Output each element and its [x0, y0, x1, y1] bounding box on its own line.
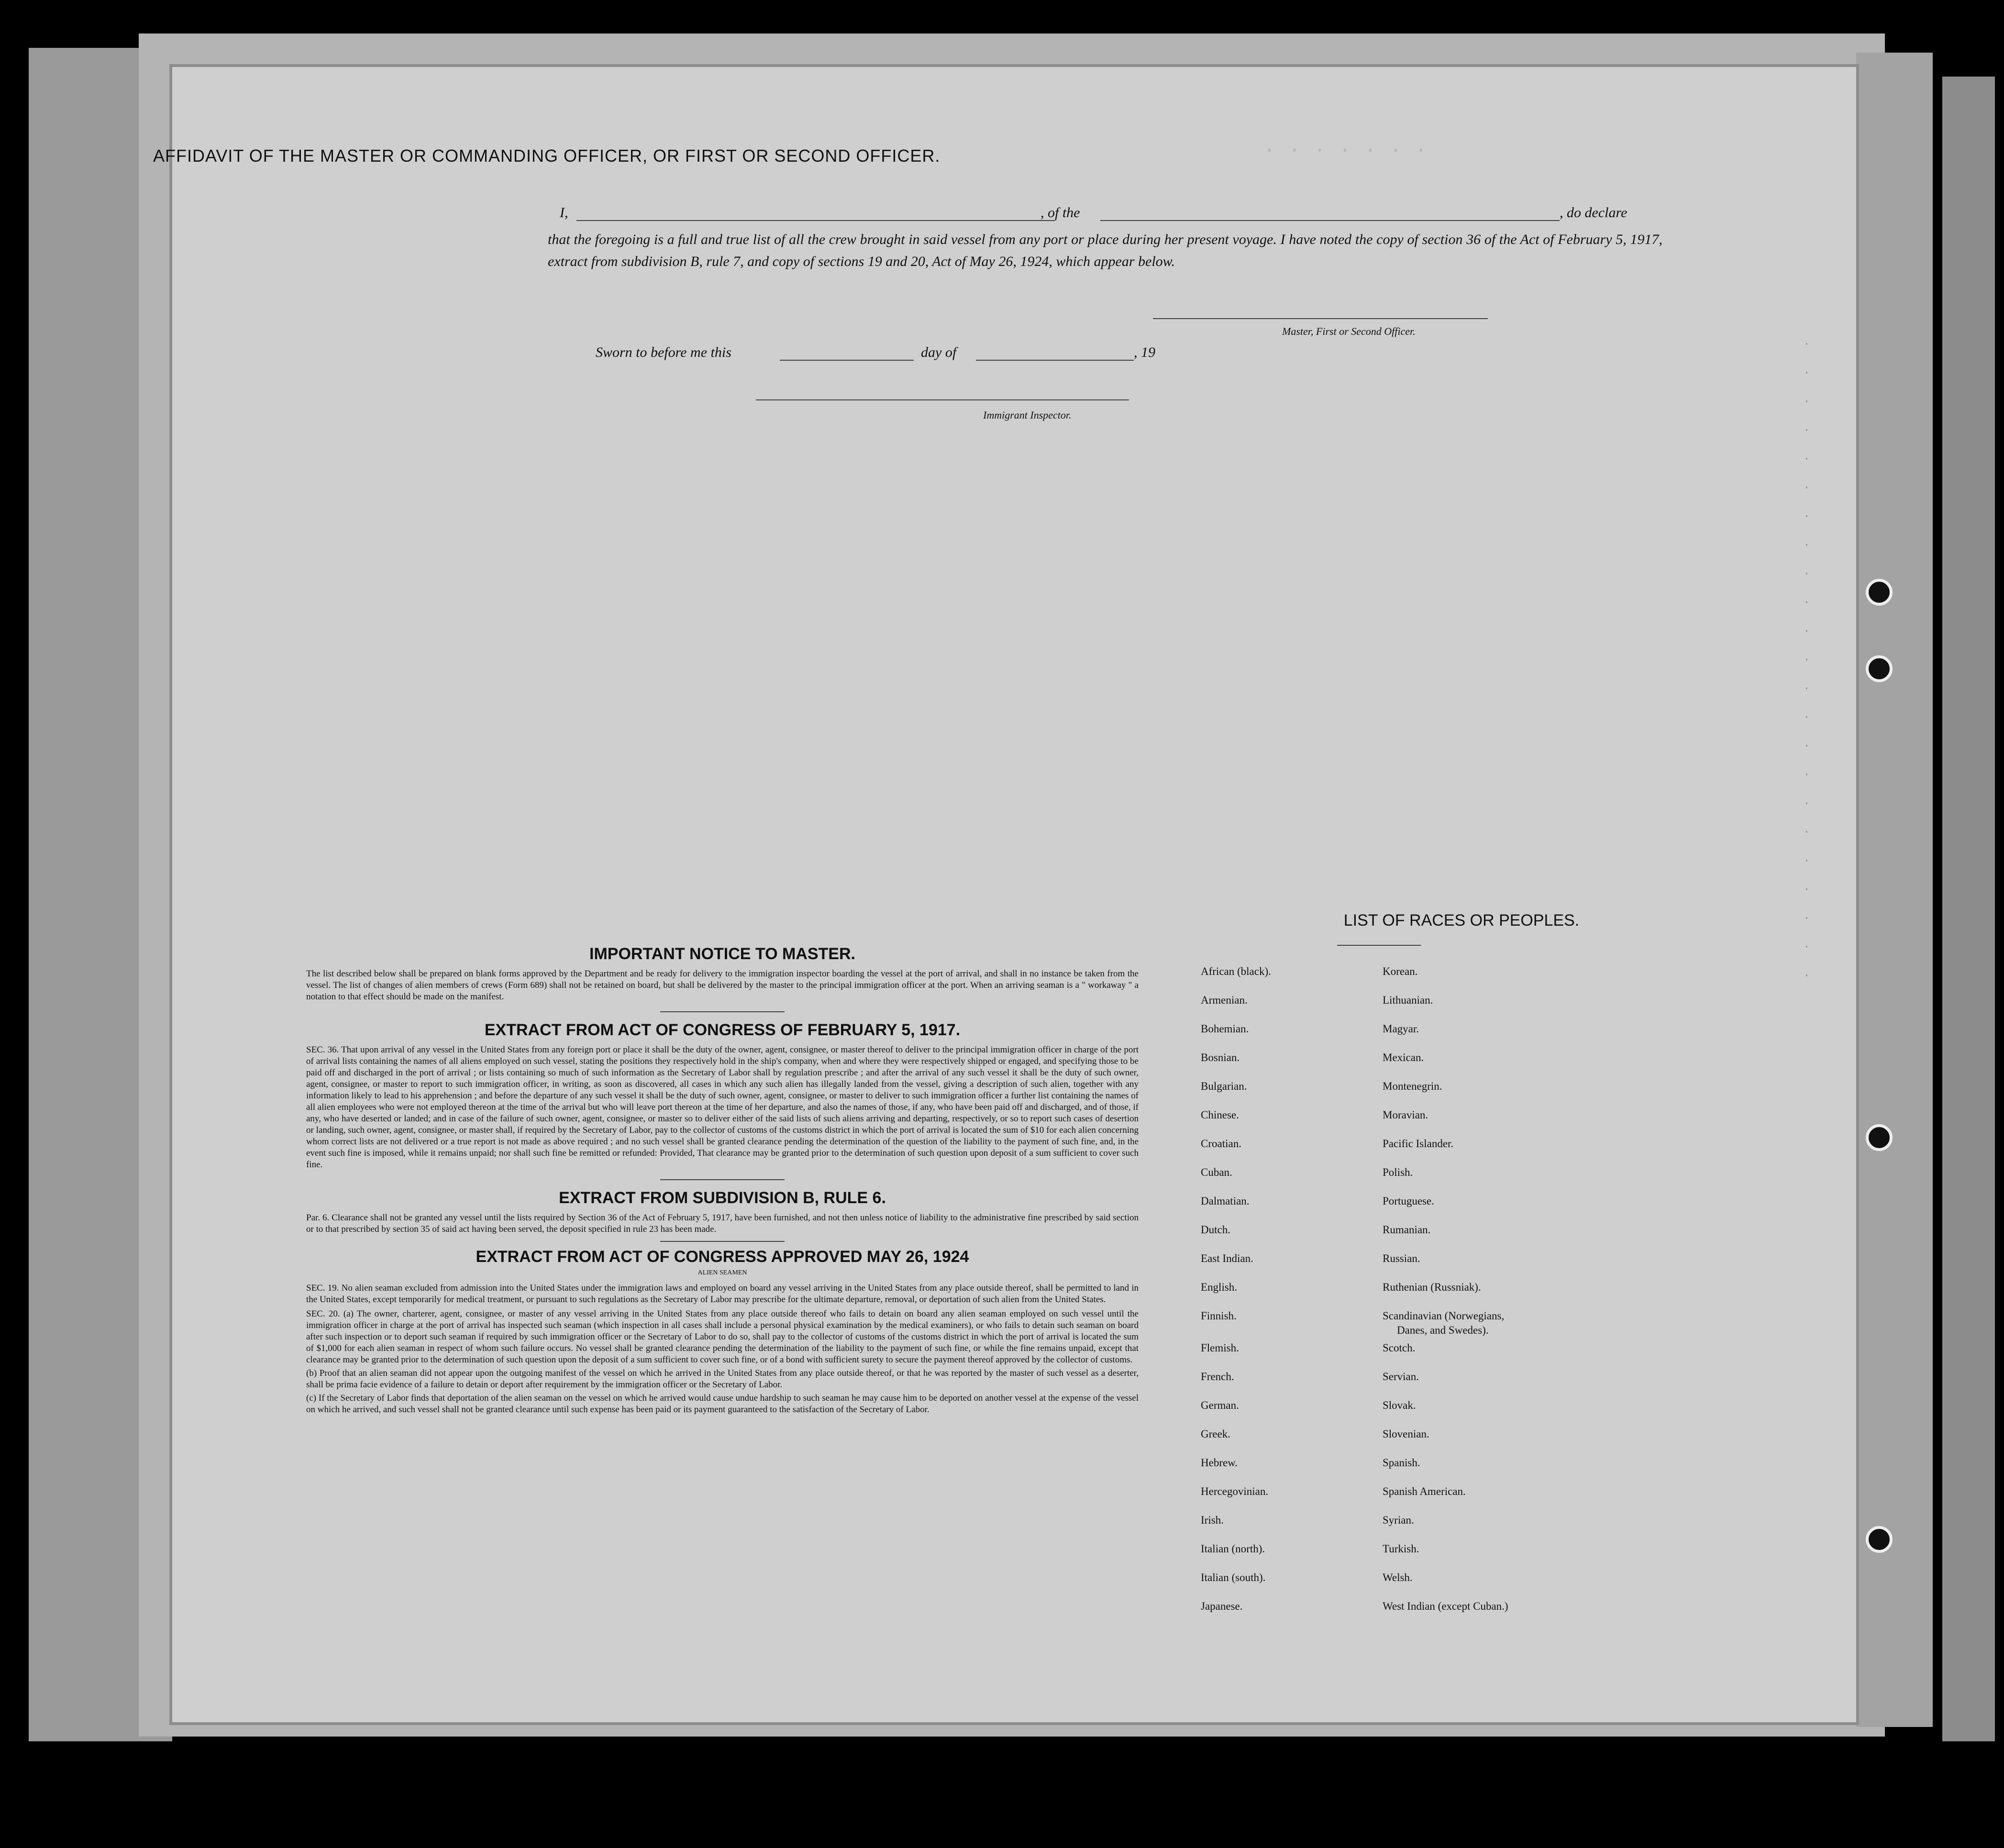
notice-text: The list described below shall be prepared on blank forms approved by the Department and be ready for delivery to the immigration inspector boarding the vessel at the port of arrival, and shall in no instance be taken from the vessel. The list of changes of alien members of crews (Form 689) shall not be retained on board, but shall be delivered by the master to the principal immigration officer at the port. When an arriving seaman is a " workaway " a notation to that effect should be made on the manifest. — [306, 969, 1139, 1002]
race-item: Rumanian. — [1383, 1224, 1431, 1236]
bleed-through-marks: · · · · · · · — [1263, 139, 1428, 163]
race-item: Portuguese. — [1383, 1195, 1434, 1207]
notice-title: IMPORTANT NOTICE TO MASTER. — [589, 945, 855, 963]
sec19-text: SEC. 19. No alien seaman excluded from admission into the United States under the immigration laws and employed on board any vessel arriving in the United States from any place outside thereof, shall be permitted to land in the United States, except temporarily for medical treatment, or pursuant to such regulations as the Secretary of Labor may prescribe for the ultimate departure, removal, or deportation of such alien from the United States. — [306, 1283, 1139, 1305]
race-item: Flemish. — [1201, 1342, 1239, 1354]
race-item: Servian. — [1383, 1371, 1419, 1383]
race-item: Magyar. — [1383, 1023, 1419, 1035]
extract-1917-text: SEC. 36. That upon arrival of any vessel in the United States from any foreign port or place it shall be the duty of the owner, agent, consignee, or master thereof to deliver to the principal immigration officer in charge of the port of arrival lists containing the names of all aliens employed on such vessel, stating the positions they respectively hold in the ship's company, when and where they were respectively shipped or engaged, and specifying those to be paid off and discharged in the port of arrival ; or lists containing so much of such information as the Secretary of Labor shall by regulation prescribe ; and after the arrival of any such vessel it shall be the duty of such owner, agent, consignee, or master to report to such immigration officer, in writing, as soon as discovered, all cases in which any such alien has illegally landed from the vessel, giving a description of such alien, together with any information likely to lead to his apprehension ; and before the departure of any such vessel it shall be the duty of such owner, agent, consignee, or master to deliver to such immigration officer a further list containing the names of all alien employees who were not employed thereon at the time of the arrival but who will leave port thereon at the time of her departure, and also the names of those, if any, who have been paid off and discharged, and of those, if any, who have deserted or landed; and in case of the failure of such owner, agent, consignee, or master so to deliver either of the said lists of such aliens arriving and departing, respectively, or so to report such cases of desertion or landing, such owner, agent, consignee, or master shall, if required by the Secretary of Labor, pay to the collector of customs of the customs district in which the port of arrival is located the sum of $10 for each alien concerning whom correct lists are not delivered or a true report is not made as above required ; and no such vessel shall be granted clearance pending the determination of the question of the liability to the payment of such fine, and, in the event such fine is imposed, while it remains unpaid; nor shall such fine be remitted or refunded: Provided, That clearance may be granted prior to the determination of such question upon deposit of a sum sufficient to cover such fine. — [306, 1045, 1139, 1170]
binder-hole — [1866, 655, 1893, 682]
legal-notices — [306, 945, 1139, 1416]
inspector-label: Immigrant Inspector. — [983, 409, 1072, 421]
affidavit-i: I, — [560, 205, 568, 221]
affidavit-body: that the foregoing is a full and true list of all the crew brought in said vessel from any port or place during her present voyage. I have noted the copy of section 36 of the Act of February 5, 1917, extract from subdivision B, rule 7, and copy of sections 19 and 20, Act of May 26, 1924, which appear below. — [548, 232, 1662, 269]
signature-line — [1153, 318, 1488, 319]
race-item: African (black). — [1201, 965, 1271, 977]
rule6-text: Par. 6. Clearance shall not be granted any vessel until the lists required by Section 36 of the Act of February 5, 1917, have been furnished, and not then unless notice of liability to the administrative fine prescribed by said section or to that prescribed by section 35 of said act having been served, the deposit specified in rule 23 has been made. — [306, 1213, 1139, 1234]
race-item: Bulgarian. — [1201, 1080, 1247, 1092]
extract-1917-title: EXTRACT FROM ACT OF CONGRESS OF FEBRUARY 5, 1917. — [484, 1021, 961, 1039]
race-item: French. — [1201, 1371, 1234, 1383]
section-divider — [660, 1011, 785, 1012]
back-sheet-far-right — [1942, 77, 1995, 1741]
race-item: Finnish. — [1201, 1310, 1237, 1322]
margin-row-marks: · · · · · · · · · · · · · · · · · · · · · · · — [1804, 338, 1810, 982]
race-item: Armenian. — [1201, 994, 1248, 1006]
binder-hole — [1866, 579, 1893, 606]
race-item: Irish. — [1201, 1514, 1224, 1526]
race-item: East Indian. — [1201, 1252, 1253, 1264]
race-item: Italian (north). — [1201, 1543, 1265, 1555]
race-item: German. — [1201, 1399, 1239, 1411]
race-item: Danes, and Swedes). — [1397, 1324, 1489, 1336]
name-blank — [576, 220, 1055, 221]
race-item: Bohemian. — [1201, 1023, 1249, 1035]
rule6-title: EXTRACT FROM SUBDIVISION B, RULE 6. — [559, 1189, 886, 1207]
sec20a-text: SEC. 20. (a) The owner, charterer, agent, consignee, or master of any vessel arriving in the United States from any place outside thereof who fails to detain on board any alien seaman employed on such vessel until the immigration officer in charge at the port of arrival has inspected such seaman (which inspection in all cases shall include a personal physical examination by the medical examiners), or who fails to detain such seaman on board after such inspection or to deport such seaman if required by such immigration officer or the Secretary of Labor to do so, shall pay to the collector of customs of the customs district in which the port of arrival is located the sum of $1,000 for each alien seaman in respect of whom such failure occurs. No vessel shall be granted clearance pending the determination of the liability to the payment of such fine, or while the fine remains unpaid, except that clearance may be granted prior to the determination of such question upon the deposit of a sum sufficient to cover such fine, or of a bond with sufficient surety to secure the payment thereof approved by the collector of customs. — [306, 1309, 1139, 1365]
race-item: Slovenian. — [1383, 1428, 1429, 1440]
race-item: Japanese. — [1201, 1600, 1243, 1612]
affidavit-of-the: , of the — [1041, 205, 1080, 221]
sworn-month-blank — [976, 360, 1134, 361]
sworn-prefix: Sworn to before me this — [596, 344, 731, 360]
race-item: Dalmatian. — [1201, 1195, 1250, 1207]
sec20b-text: (b) Proof that an alien seaman did not appear upon the outgoing manifest of the vessel on which he arrived in the United States from any place outside thereof, or that he was reported by the master of such vessel as a deserter, shall be prima facie evidence of a failure to detain or deport after requirement by the immigration officer or the Secretary of Labor. — [306, 1368, 1139, 1390]
race-item: Chinese. — [1201, 1109, 1239, 1121]
race-item: Hercegovinian. — [1201, 1485, 1269, 1497]
race-item: Scandinavian (Norwegians, — [1383, 1310, 1505, 1322]
race-item: Slovak. — [1383, 1399, 1416, 1411]
race-item: Greek. — [1201, 1428, 1230, 1440]
race-item: West Indian (except Cuban.) — [1383, 1600, 1508, 1612]
race-item: Spanish American. — [1383, 1485, 1466, 1497]
races-title-underline — [1337, 945, 1421, 946]
race-item: Croatian. — [1201, 1138, 1241, 1150]
race-item: Korean. — [1383, 965, 1418, 977]
race-item: Turkish. — [1383, 1543, 1419, 1555]
race-item: Ruthenian (Russniak). — [1383, 1281, 1481, 1293]
race-item: Scotch. — [1383, 1342, 1416, 1354]
race-item: Polish. — [1383, 1166, 1413, 1178]
binder-hole — [1866, 1526, 1893, 1553]
manifest-page — [153, 67, 1856, 1722]
race-item: Dutch. — [1201, 1224, 1230, 1236]
inspector-line — [756, 399, 1129, 400]
vessel-blank — [1100, 220, 1560, 221]
race-item: Cuban. — [1201, 1166, 1232, 1178]
race-item: Montenegrin. — [1383, 1080, 1442, 1092]
signature-label: Master, First or Second Officer. — [1282, 325, 1416, 337]
race-item: Russian. — [1383, 1252, 1420, 1264]
sworn-year: , 19 — [1134, 344, 1155, 360]
sworn-day-blank — [780, 360, 914, 361]
affidavit-title: AFFIDAVIT OF THE MASTER OR COMMANDING OFFICER, OR FIRST OR SECOND OFFICER. — [153, 146, 941, 166]
race-item: Pacific Islander. — [1383, 1138, 1454, 1150]
race-item: English. — [1201, 1281, 1238, 1293]
section-divider — [660, 1179, 785, 1180]
race-item: Welsh. — [1383, 1571, 1413, 1583]
race-item: Italian (south). — [1201, 1571, 1266, 1583]
binder-hole — [1866, 1124, 1893, 1151]
race-item: Hebrew. — [1201, 1457, 1238, 1469]
race-item: Spanish. — [1383, 1457, 1420, 1469]
race-item: Syrian. — [1383, 1514, 1414, 1526]
back-sheet-right — [1856, 53, 1933, 1727]
race-item: Bosnian. — [1201, 1051, 1240, 1063]
extract-1924-title: EXTRACT FROM ACT OF CONGRESS APPROVED MAY 26, 1924 — [476, 1248, 969, 1266]
races-title: LIST OF RACES OR PEOPLES. — [1343, 911, 1580, 930]
section-divider — [660, 1241, 785, 1242]
affidavit-declare: , do declare — [1560, 205, 1628, 221]
sec20c-text: (c) If the Secretary of Labor finds that deportation of the alien seaman on the vessel on which he arrived would cause undue hardship to such seaman he may cause him to be deported on another vessel at the expense of the vessel on which he arrived, and such vessel shall not be granted clearance until such expense has been paid or its payment guaranteed to the satisfaction of the Secretary of Labor. — [306, 1393, 1139, 1415]
extract-1924-subtitle: ALIEN SEAMEN — [698, 1269, 747, 1276]
race-item: Mexican. — [1383, 1051, 1424, 1063]
race-item: Lithuanian. — [1383, 994, 1433, 1006]
race-item: Moravian. — [1383, 1109, 1428, 1121]
sworn-day-of: day of — [921, 344, 957, 360]
